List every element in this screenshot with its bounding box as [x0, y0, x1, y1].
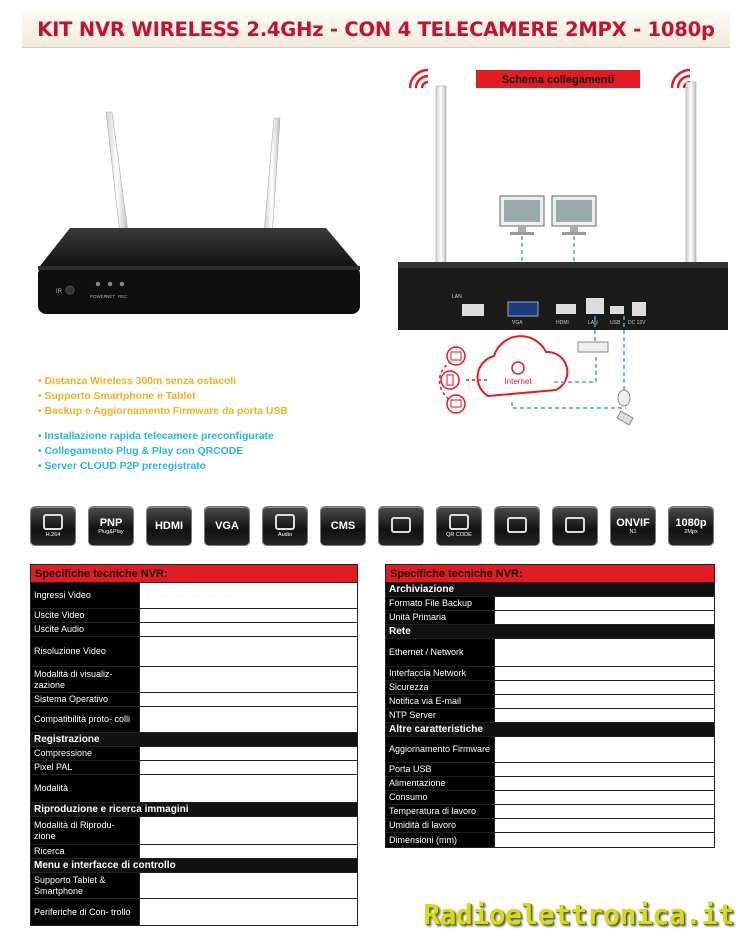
- feature-item: • Distanza Wireless 300m senza ostacoli: [38, 376, 237, 387]
- spec-label: Modalità: [31, 775, 139, 802]
- page-title: [22, 12, 730, 48]
- spec-section-title: Registrazione: [31, 733, 357, 747]
- spec-value: [494, 737, 714, 762]
- spec-label: Ethernet / Network: [386, 639, 494, 666]
- spec-row: [386, 833, 714, 847]
- spec-value: [494, 695, 714, 708]
- spec-row: [31, 693, 357, 707]
- spec-row: [386, 695, 714, 709]
- spec-row: [31, 873, 357, 899]
- cms-icon-label: CMS: [330, 520, 356, 532]
- audio-icon: [262, 506, 308, 546]
- spec-table-left: [30, 564, 358, 926]
- spec-value: [139, 873, 357, 898]
- spec-row: [31, 623, 357, 637]
- spec-row: [386, 597, 714, 611]
- spec-label: Pixel PAL: [31, 761, 139, 774]
- spec-value: [494, 667, 714, 680]
- spec-row: [386, 763, 714, 777]
- spec-row: [386, 737, 714, 763]
- port-label: DC 12V: [628, 320, 646, 326]
- tablet-icon: [447, 347, 465, 365]
- hdmi-icon: [146, 506, 192, 546]
- internet-cloud-icon: [478, 336, 568, 396]
- spec-value: [139, 707, 357, 732]
- ir-label: IR: [56, 289, 62, 295]
- spec-row: [31, 637, 357, 667]
- spec-label: Alimentazione: [386, 777, 494, 790]
- usb-stick-icon: [617, 411, 633, 425]
- spec-row: [31, 899, 357, 925]
- spec-row: [386, 709, 714, 723]
- audio-icon-caption: Audio: [277, 531, 293, 538]
- net-label: NET: [106, 294, 115, 299]
- 1080p-icon-caption: 2Mpx: [684, 528, 698, 535]
- connection-schema: [396, 66, 728, 436]
- spec-value: [139, 747, 357, 760]
- onvif-icon: [610, 506, 656, 546]
- port-label: HDMI: [556, 320, 569, 326]
- spec-row: [386, 681, 714, 695]
- spec-row: [386, 791, 714, 805]
- 1080p-icon-label: 1080p: [675, 516, 707, 529]
- spec-row: [386, 805, 714, 819]
- spec-value: [139, 899, 357, 925]
- spec-value: [494, 819, 714, 832]
- spec-label: Umidità di lavoro: [386, 819, 494, 832]
- h264-icon-glyph: [43, 514, 63, 530]
- tablet-icon-glyph: [391, 517, 411, 533]
- spec-label: Interfaccia Network: [386, 667, 494, 680]
- spec-row: [31, 817, 357, 845]
- spec-label: Consumo: [386, 791, 494, 804]
- spec-value: [139, 693, 357, 706]
- spec-section-title: Altre caratteristiche: [386, 723, 714, 737]
- port-label: LAN: [452, 294, 462, 300]
- spec-label: Dimensioni (mm): [386, 833, 494, 847]
- spec-label: Porta USB: [386, 763, 494, 776]
- spec-value: [494, 791, 714, 804]
- spec-value: [494, 833, 714, 847]
- spec-label: Ricerca: [31, 845, 139, 858]
- motion-icon: [552, 506, 598, 546]
- spec-row: [31, 707, 357, 733]
- spec-label: Ingressi Video: [31, 583, 139, 608]
- usb-mouse-icon: [618, 390, 630, 406]
- monitor-icon: [500, 196, 544, 235]
- spec-label: Formato File Backup: [386, 597, 494, 610]
- spec-value: [139, 623, 357, 636]
- spec-label: Risoluzione Video: [31, 637, 139, 666]
- smartphone-icon: [441, 371, 459, 389]
- spec-label: Compressione: [31, 747, 139, 760]
- qr-code-icon-glyph: [449, 514, 469, 530]
- spec-table-header: Specifiche tecniche NVR:: [386, 565, 714, 583]
- hdmi-icon-label: HDMI: [154, 520, 184, 532]
- spec-label: NTP Server: [386, 709, 494, 722]
- onvif-icon-caption: N1: [629, 528, 637, 535]
- spec-section-title: Menu e interfacce di controllo: [31, 859, 357, 873]
- spec-label: Compatibilità proto- colli: [31, 707, 139, 732]
- cms-icon: [320, 506, 366, 546]
- pnp-icon-label: PNP: [99, 516, 123, 529]
- spec-label: Periferiche di Con- trollo: [31, 899, 139, 925]
- spec-row: [31, 761, 357, 775]
- spec-value: [139, 845, 357, 858]
- clock-icon-glyph: [507, 517, 527, 533]
- nvr-front-image: [36, 110, 362, 320]
- tablet-icon: [378, 506, 424, 546]
- spec-label: Modalità di visualiz- zazione: [31, 667, 139, 692]
- spec-value: [494, 763, 714, 776]
- spec-row: [31, 667, 357, 693]
- spec-row: [31, 609, 357, 623]
- spec-value: [139, 817, 357, 844]
- h264-icon-caption: H.264: [45, 531, 61, 538]
- spec-value: [494, 805, 714, 818]
- pnp-icon: [88, 506, 134, 546]
- features-list: [38, 374, 378, 474]
- spec-value: [494, 639, 714, 666]
- spec-value: [139, 775, 357, 802]
- spec-row: [31, 775, 357, 803]
- spec-row: [386, 611, 714, 625]
- vga-icon-label: VGA: [215, 520, 239, 532]
- spec-row: [31, 583, 357, 609]
- spec-row: [386, 667, 714, 681]
- spec-value: [139, 637, 357, 666]
- feature-icons-row: [30, 506, 730, 546]
- spec-section-title: Archiviazione: [386, 583, 714, 597]
- feature-gap: [38, 419, 378, 429]
- port-label: LAN: [588, 320, 598, 326]
- spec-table-header: Specifiche tecniche NVR:: [31, 565, 357, 583]
- feature-item: • Installazione rapida telecamere preconfigurate: [38, 431, 274, 442]
- spec-label: Notifica via E-mail: [386, 695, 494, 708]
- clock-icon: [494, 506, 540, 546]
- feature-item: • Backup e Aggiornamento Firmware da porta USB: [38, 406, 288, 417]
- spec-value: [494, 611, 714, 624]
- spec-section-title: Rete: [386, 625, 714, 639]
- vga-icon: [204, 506, 250, 546]
- spec-label: Sicurezza: [386, 681, 494, 694]
- pnp-icon-caption: Plug&Play: [98, 528, 124, 535]
- power-label: POWER: [90, 294, 108, 299]
- spec-value: [139, 609, 357, 622]
- qr-code-icon-caption: QR CODE: [446, 531, 472, 538]
- feature-item: • Server CLOUD P2P preregistrato: [38, 461, 207, 472]
- spec-label: Aggiornamento Firmware: [386, 737, 494, 762]
- h264-icon: [30, 506, 76, 546]
- motion-icon-glyph: [565, 517, 585, 533]
- audio-icon-glyph: [275, 514, 295, 530]
- spec-section-title: Riproduzione e ricerca immagini: [31, 803, 357, 817]
- computer-icon: [447, 395, 465, 413]
- spec-value: [139, 761, 357, 774]
- spec-value: [494, 681, 714, 694]
- feature-item: • Collegamento Plug & Play con QRCODE: [38, 446, 244, 457]
- spec-table-right: [385, 564, 715, 848]
- spec-label: Unità Primaria: [386, 611, 494, 624]
- wifi-left-icon: [410, 70, 428, 88]
- 1080p-icon: [668, 506, 714, 546]
- spec-label: Uscite Video: [31, 609, 139, 622]
- spec-value: [139, 667, 357, 692]
- monitor-icon: [552, 196, 596, 235]
- spec-label: Supporto Tablet & Smartphone: [31, 873, 139, 898]
- spec-value: [494, 597, 714, 610]
- internet-label: Internet: [504, 377, 532, 386]
- brand-logo-text: Radioelettronica.it: [423, 898, 734, 931]
- spec-row: [31, 747, 357, 761]
- spec-row: [31, 845, 357, 859]
- onvif-icon-label: ONVIF: [616, 516, 650, 529]
- spec-value: . . . . . .: [139, 583, 357, 608]
- spec-label: Temperatura di lavoro: [386, 805, 494, 818]
- port-label: VGA: [512, 320, 523, 326]
- spec-row: [386, 819, 714, 833]
- spec-value: [494, 777, 714, 790]
- spec-label: Modalità di Riprodu- zione: [31, 817, 139, 844]
- schema-label: Schema collegamenti: [501, 74, 615, 86]
- qr-code-icon: [436, 506, 482, 546]
- spec-value: [494, 709, 714, 722]
- title-text: KIT NVR WIRELESS 2.4GHz - CON 4 TELECAMERE 2MPX - 1080p: [37, 18, 715, 41]
- feature-item: • Supporto Smartphone e Tablet: [38, 391, 196, 402]
- spec-row: [386, 639, 714, 667]
- spec-row: [386, 777, 714, 791]
- spec-label: Uscite Audio: [31, 623, 139, 636]
- port-label: USB: [610, 320, 621, 326]
- rec-label: REC: [118, 294, 128, 299]
- spec-label: Sistema Operativo: [31, 693, 139, 706]
